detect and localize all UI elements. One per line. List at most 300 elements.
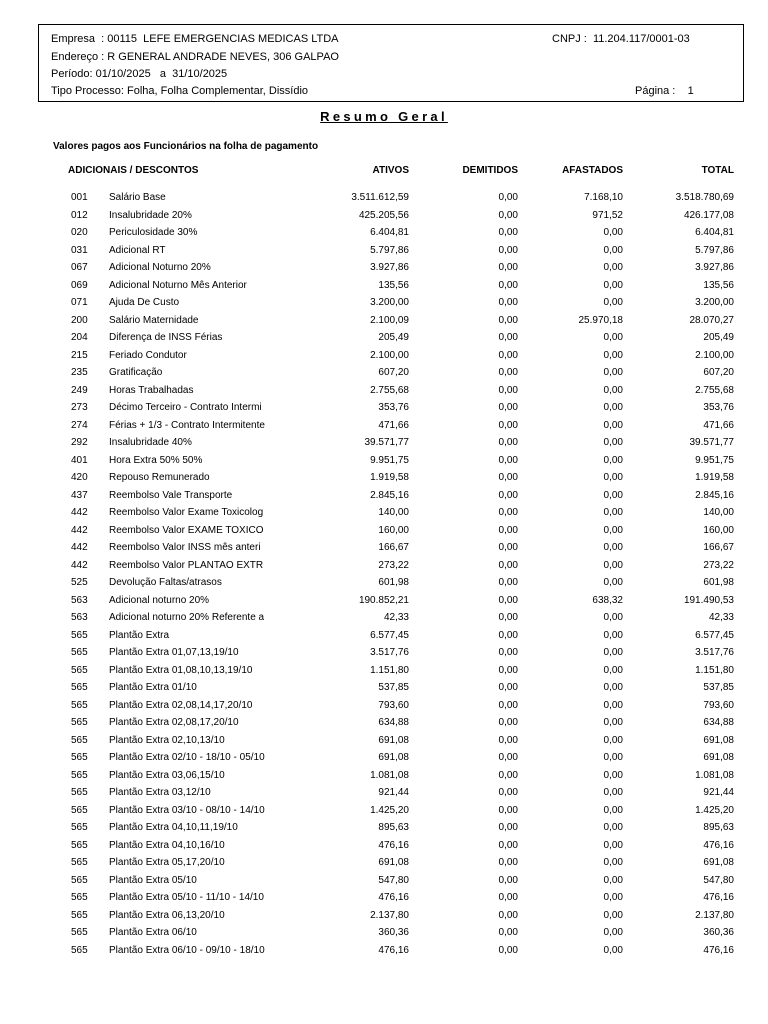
row-description: Reembolso Valor INSS mês anteri [109, 542, 261, 553]
row-total: 3.518.780,69 [675, 192, 734, 203]
row-code: 420 [71, 472, 88, 483]
row-demitidos: 0,00 [498, 927, 518, 938]
row-demitidos: 0,00 [498, 839, 518, 851]
table-row [0, 557, 768, 575]
row-afastados: 7.168,10 [584, 192, 623, 203]
row-afastados: 0,00 [603, 402, 623, 413]
row-code: 565 [71, 857, 88, 868]
row-description: Adicional noturno 20% [109, 594, 210, 606]
row-ativos: 360,36 [378, 927, 409, 938]
row-demitidos: 0,00 [498, 542, 518, 553]
row-ativos: 5.797,86 [370, 244, 409, 256]
row-demitidos: 0,00 [498, 944, 518, 956]
page-title: Resumo Geral [320, 109, 448, 124]
table-row [0, 697, 768, 715]
row-total: 135,56 [703, 279, 734, 291]
row-code: 071 [71, 297, 88, 308]
row-total: 601,98 [703, 577, 734, 588]
cnpj: CNPJ : 11.204.117/0001-03 [552, 33, 690, 45]
table-row [0, 889, 768, 907]
row-code: 067 [71, 262, 88, 273]
row-description: Adicional RT [109, 244, 166, 256]
table-row [0, 592, 768, 610]
row-code: 563 [71, 594, 88, 606]
row-demitidos: 0,00 [498, 349, 518, 361]
row-description: Hora Extra 50% 50% [109, 454, 203, 466]
row-code: 273 [71, 402, 88, 413]
table-row [0, 732, 768, 750]
row-total: 476,16 [703, 944, 734, 956]
row-code: 525 [71, 577, 88, 588]
row-ativos: 140,00 [378, 507, 409, 518]
row-total: 2.100,00 [695, 349, 734, 361]
row-description: Plantão Extra 06/10 [109, 927, 197, 938]
row-description: Gratificação [109, 367, 163, 378]
row-afastados: 0,00 [603, 227, 623, 238]
table-row [0, 854, 768, 872]
row-afastados: 0,00 [603, 769, 623, 781]
row-ativos: 166,67 [378, 542, 409, 553]
row-ativos: 39.571,77 [364, 437, 409, 448]
row-total: 537,85 [703, 682, 734, 693]
row-ativos: 3.517,76 [370, 647, 409, 658]
row-demitidos: 0,00 [498, 262, 518, 273]
row-total: 166,67 [703, 542, 734, 553]
row-demitidos: 0,00 [498, 874, 518, 886]
row-description: Décimo Terceiro - Contrato Intermi [109, 402, 262, 413]
row-ativos: 793,60 [378, 699, 409, 711]
periodo-value: 01/10/2025 a 31/10/2025 [95, 68, 228, 80]
row-total: 3.927,86 [695, 262, 734, 273]
row-demitidos: 0,00 [498, 717, 518, 728]
row-ativos: 471,66 [378, 419, 409, 431]
table-row [0, 837, 768, 855]
row-ativos: 2.100,00 [370, 349, 409, 361]
row-total: 1.081,08 [695, 769, 734, 781]
row-demitidos: 0,00 [498, 664, 518, 676]
row-code: 442 [71, 524, 88, 536]
row-code: 565 [71, 822, 88, 833]
row-ativos: 190.852,21 [358, 594, 409, 606]
row-demitidos: 0,00 [498, 402, 518, 413]
row-code: 565 [71, 629, 88, 641]
row-total: 28.070,27 [689, 314, 734, 326]
table-row [0, 487, 768, 505]
row-code: 200 [71, 314, 88, 326]
tipo-processo-label: Tipo Processo: [51, 85, 124, 97]
row-demitidos: 0,00 [498, 647, 518, 658]
row-afastados: 0,00 [603, 507, 623, 518]
row-description: Plantão Extra 02/10 - 18/10 - 05/10 [109, 752, 265, 763]
row-afastados: 0,00 [603, 717, 623, 728]
row-description: Plantão Extra 02,08,17,20/10 [109, 717, 239, 728]
row-demitidos: 0,00 [498, 682, 518, 693]
row-afastados: 0,00 [603, 752, 623, 763]
table-row [0, 627, 768, 645]
row-afastados: 0,00 [603, 489, 623, 501]
row-demitidos: 0,00 [498, 472, 518, 483]
table-row [0, 189, 768, 207]
row-total: 471,66 [703, 419, 734, 431]
row-total: 1.919,58 [695, 472, 734, 483]
row-code: 565 [71, 647, 88, 658]
row-demitidos: 0,00 [498, 297, 518, 308]
row-ativos: 476,16 [378, 892, 409, 903]
table-row [0, 767, 768, 785]
row-code: 565 [71, 699, 88, 711]
row-demitidos: 0,00 [498, 192, 518, 203]
row-total: 140,00 [703, 507, 734, 518]
row-total: 205,49 [703, 332, 734, 343]
row-description: Repouso Remunerado [109, 472, 210, 483]
row-description: Feriado Condutor [109, 349, 187, 361]
periodo-line [51, 68, 227, 80]
row-code: 401 [71, 454, 88, 466]
table-row [0, 329, 768, 347]
row-code: 437 [71, 489, 88, 501]
row-total: 895,63 [703, 822, 734, 833]
row-demitidos: 0,00 [498, 577, 518, 588]
row-afastados: 0,00 [603, 384, 623, 396]
row-description: Adicional Noturno 20% [109, 262, 211, 273]
row-description: Plantão Extra 06/10 - 09/10 - 18/10 [109, 944, 265, 956]
row-afastados: 0,00 [603, 909, 623, 921]
table-row [0, 382, 768, 400]
row-afastados: 0,00 [603, 892, 623, 903]
column-header-afastados: AFASTADOS [562, 165, 623, 176]
row-afastados: 25.970,18 [578, 314, 623, 326]
row-afastados: 0,00 [603, 629, 623, 641]
row-afastados: 0,00 [603, 664, 623, 676]
row-total: 793,60 [703, 699, 734, 711]
row-afastados: 0,00 [603, 279, 623, 291]
row-demitidos: 0,00 [498, 384, 518, 396]
table-row [0, 399, 768, 417]
row-code: 565 [71, 804, 88, 816]
row-total: 921,44 [703, 787, 734, 798]
row-total: 42,33 [708, 612, 734, 623]
row-total: 607,20 [703, 367, 734, 378]
tipo-processo-value: Folha, Folha Complementar, Dissídio [127, 85, 308, 97]
row-code: 292 [71, 437, 88, 448]
table-row [0, 802, 768, 820]
row-description: Plantão Extra [109, 629, 170, 641]
row-demitidos: 0,00 [498, 892, 518, 903]
row-afastados: 638,32 [592, 594, 623, 606]
row-code: 001 [71, 192, 88, 203]
row-afastados: 0,00 [603, 822, 623, 833]
row-ativos: 607,20 [378, 367, 409, 378]
row-afastados: 0,00 [603, 927, 623, 938]
row-afastados: 0,00 [603, 297, 623, 308]
row-code: 565 [71, 909, 88, 921]
row-afastados: 0,00 [603, 472, 623, 483]
tipo-processo-line [51, 85, 308, 97]
periodo-label: Período: [51, 68, 93, 80]
table-row [0, 679, 768, 697]
row-demitidos: 0,00 [498, 559, 518, 571]
table-row [0, 907, 768, 925]
page-number: Página : 1 [635, 85, 694, 97]
row-total: 5.797,86 [695, 244, 734, 256]
row-ativos: 1.151,80 [370, 664, 409, 676]
row-ativos: 3.200,00 [370, 297, 409, 308]
row-total: 160,00 [703, 524, 734, 536]
row-afastados: 0,00 [603, 437, 623, 448]
row-code: 442 [71, 542, 88, 553]
row-afastados: 0,00 [603, 944, 623, 956]
row-demitidos: 0,00 [498, 909, 518, 921]
row-demitidos: 0,00 [498, 594, 518, 606]
row-total: 273,22 [703, 559, 734, 571]
row-ativos: 42,33 [383, 612, 409, 623]
empresa-line [51, 33, 339, 45]
table-row [0, 224, 768, 242]
table-row [0, 609, 768, 627]
values-table [0, 189, 768, 959]
row-code: 204 [71, 332, 88, 343]
row-total: 547,80 [703, 874, 734, 886]
row-demitidos: 0,00 [498, 769, 518, 781]
row-ativos: 9.951,75 [370, 454, 409, 466]
table-row [0, 207, 768, 225]
row-afastados: 0,00 [603, 612, 623, 623]
row-description: Salário Base [109, 192, 166, 203]
row-code: 565 [71, 682, 88, 693]
row-code: 565 [71, 787, 88, 798]
row-demitidos: 0,00 [498, 804, 518, 816]
row-code: 274 [71, 419, 88, 431]
row-demitidos: 0,00 [498, 419, 518, 431]
row-demitidos: 0,00 [498, 507, 518, 518]
table-row [0, 942, 768, 960]
row-afastados: 0,00 [603, 559, 623, 571]
row-code: 565 [71, 944, 88, 956]
row-demitidos: 0,00 [498, 209, 518, 221]
table-row [0, 364, 768, 382]
row-code: 565 [71, 734, 88, 746]
table-row [0, 784, 768, 802]
row-demitidos: 0,00 [498, 857, 518, 868]
row-demitidos: 0,00 [498, 332, 518, 343]
row-description: Plantão Extra 03,06,15/10 [109, 769, 225, 781]
row-description: Diferença de INSS Férias [109, 332, 223, 343]
table-row [0, 242, 768, 260]
row-demitidos: 0,00 [498, 454, 518, 466]
table-row [0, 312, 768, 330]
table-row [0, 277, 768, 295]
row-code: 031 [71, 244, 88, 256]
row-code: 235 [71, 367, 88, 378]
column-header-demitidos: DEMITIDOS [462, 165, 518, 176]
empresa-label: Empresa : [51, 33, 105, 45]
row-description: Adicional Noturno Mês Anterior [109, 279, 247, 291]
row-total: 39.571,77 [689, 437, 734, 448]
row-demitidos: 0,00 [498, 367, 518, 378]
row-total: 191.490,53 [683, 594, 734, 606]
table-row [0, 452, 768, 470]
row-code: 565 [71, 927, 88, 938]
row-description: Plantão Extra 05/10 [109, 874, 197, 886]
row-ativos: 2.137,80 [370, 909, 409, 921]
row-afastados: 0,00 [603, 244, 623, 256]
row-demitidos: 0,00 [498, 437, 518, 448]
row-code: 442 [71, 559, 88, 571]
row-total: 426.177,08 [683, 209, 734, 221]
row-code: 020 [71, 227, 88, 238]
row-total: 476,16 [703, 892, 734, 903]
row-ativos: 1.919,58 [370, 472, 409, 483]
row-description: Plantão Extra 03,12/10 [109, 787, 211, 798]
row-total: 353,76 [703, 402, 734, 413]
row-ativos: 691,08 [378, 734, 409, 746]
row-description: Plantão Extra 01/10 [109, 682, 197, 693]
row-demitidos: 0,00 [498, 524, 518, 536]
column-header-desc: ADICIONAIS / DESCONTOS [68, 165, 199, 176]
row-demitidos: 0,00 [498, 752, 518, 763]
row-demitidos: 0,00 [498, 699, 518, 711]
row-demitidos: 0,00 [498, 822, 518, 833]
table-row [0, 749, 768, 767]
row-ativos: 6.404,81 [370, 227, 409, 238]
endereco-label: Endereço : [51, 51, 105, 63]
row-afastados: 971,52 [592, 209, 623, 221]
row-afastados: 0,00 [603, 577, 623, 588]
row-total: 691,08 [703, 752, 734, 763]
row-ativos: 2.100,09 [370, 314, 409, 326]
column-header-total: TOTAL [701, 165, 734, 176]
table-row [0, 574, 768, 592]
row-code: 565 [71, 874, 88, 886]
row-description: Reembolso Valor PLANTAO EXTR [109, 559, 264, 571]
table-row [0, 819, 768, 837]
table-row [0, 504, 768, 522]
row-total: 2.137,80 [695, 909, 734, 921]
row-afastados: 0,00 [603, 332, 623, 343]
row-afastados: 0,00 [603, 787, 623, 798]
row-ativos: 3.927,86 [370, 262, 409, 273]
row-code: 565 [71, 752, 88, 763]
row-ativos: 2.755,68 [370, 384, 409, 396]
row-afastados: 0,00 [603, 367, 623, 378]
table-row [0, 434, 768, 452]
row-ativos: 547,80 [378, 874, 409, 886]
row-ativos: 476,16 [378, 944, 409, 956]
row-total: 2.755,68 [695, 384, 734, 396]
table-row [0, 347, 768, 365]
table-row [0, 714, 768, 732]
row-description: Horas Trabalhadas [109, 384, 194, 396]
row-ativos: 6.577,45 [370, 629, 409, 641]
report-header [38, 24, 744, 102]
row-total: 634,88 [703, 717, 734, 728]
table-row [0, 539, 768, 557]
row-description: Insalubridade 40% [109, 437, 192, 448]
empresa-value: 00115 LEFE EMERGENCIAS MEDICAS LTDA [107, 33, 339, 45]
column-header-ativos: ATIVOS [372, 165, 409, 176]
row-ativos: 353,76 [378, 402, 409, 413]
row-ativos: 3.511.612,59 [351, 192, 409, 203]
row-ativos: 273,22 [378, 559, 409, 571]
row-code: 215 [71, 349, 88, 361]
table-row [0, 924, 768, 942]
row-code: 565 [71, 769, 88, 781]
row-afastados: 0,00 [603, 542, 623, 553]
row-demitidos: 0,00 [498, 279, 518, 291]
row-ativos: 1.081,08 [370, 769, 409, 781]
row-description: Plantão Extra 03/10 - 08/10 - 14/10 [109, 804, 265, 816]
row-ativos: 425.205,56 [358, 209, 409, 221]
row-description: Insalubridade 20% [109, 209, 192, 221]
row-total: 1.151,80 [695, 664, 734, 676]
row-total: 6.404,81 [695, 227, 734, 238]
row-ativos: 205,49 [378, 332, 409, 343]
row-demitidos: 0,00 [498, 629, 518, 641]
row-total: 3.517,76 [695, 647, 734, 658]
row-afastados: 0,00 [603, 857, 623, 868]
row-afastados: 0,00 [603, 647, 623, 658]
row-description: Plantão Extra 04,10,16/10 [109, 839, 225, 851]
row-afastados: 0,00 [603, 734, 623, 746]
row-afastados: 0,00 [603, 419, 623, 431]
table-row [0, 294, 768, 312]
table-row [0, 644, 768, 662]
row-ativos: 160,00 [378, 524, 409, 536]
row-demitidos: 0,00 [498, 489, 518, 501]
row-total: 2.845,16 [695, 489, 734, 501]
row-total: 3.200,00 [695, 297, 734, 308]
row-description: Plantão Extra 02,10,13/10 [109, 734, 225, 746]
row-afastados: 0,00 [603, 839, 623, 851]
row-code: 563 [71, 612, 88, 623]
row-description: Plantão Extra 01,08,10,13,19/10 [109, 664, 253, 676]
row-code: 249 [71, 384, 88, 396]
section-subtitle: Valores pagos aos Funcionários na folha de pagamento [53, 141, 319, 152]
row-total: 691,08 [703, 857, 734, 868]
row-ativos: 135,56 [378, 279, 409, 291]
row-code: 012 [71, 209, 88, 221]
row-ativos: 537,85 [378, 682, 409, 693]
endereco-line [51, 51, 339, 63]
table-row [0, 662, 768, 680]
row-ativos: 1.425,20 [370, 804, 409, 816]
row-description: Reembolso Vale Transporte [109, 489, 233, 501]
row-afastados: 0,00 [603, 682, 623, 693]
row-total: 360,36 [703, 927, 734, 938]
row-afastados: 0,00 [603, 262, 623, 273]
row-description: Férias + 1/3 - Contrato Intermitente [109, 419, 265, 431]
table-row [0, 872, 768, 890]
table-row [0, 522, 768, 540]
row-ativos: 895,63 [378, 822, 409, 833]
row-afastados: 0,00 [603, 524, 623, 536]
endereco-value: R GENERAL ANDRADE NEVES, 306 GALPAO [107, 51, 339, 63]
row-total: 691,08 [703, 734, 734, 746]
row-description: Plantão Extra 05/10 - 11/10 - 14/10 [109, 892, 264, 903]
row-total: 476,16 [703, 839, 734, 851]
row-total: 6.577,45 [695, 629, 734, 641]
row-ativos: 476,16 [378, 839, 409, 851]
row-description: Reembolso Valor Exame Toxicolog [109, 507, 264, 518]
row-demitidos: 0,00 [498, 227, 518, 238]
table-row [0, 259, 768, 277]
row-description: Salário Maternidade [109, 314, 199, 326]
row-code: 565 [71, 717, 88, 728]
row-total: 1.425,20 [695, 804, 734, 816]
table-row [0, 469, 768, 487]
row-code: 069 [71, 279, 88, 291]
row-ativos: 921,44 [378, 787, 409, 798]
